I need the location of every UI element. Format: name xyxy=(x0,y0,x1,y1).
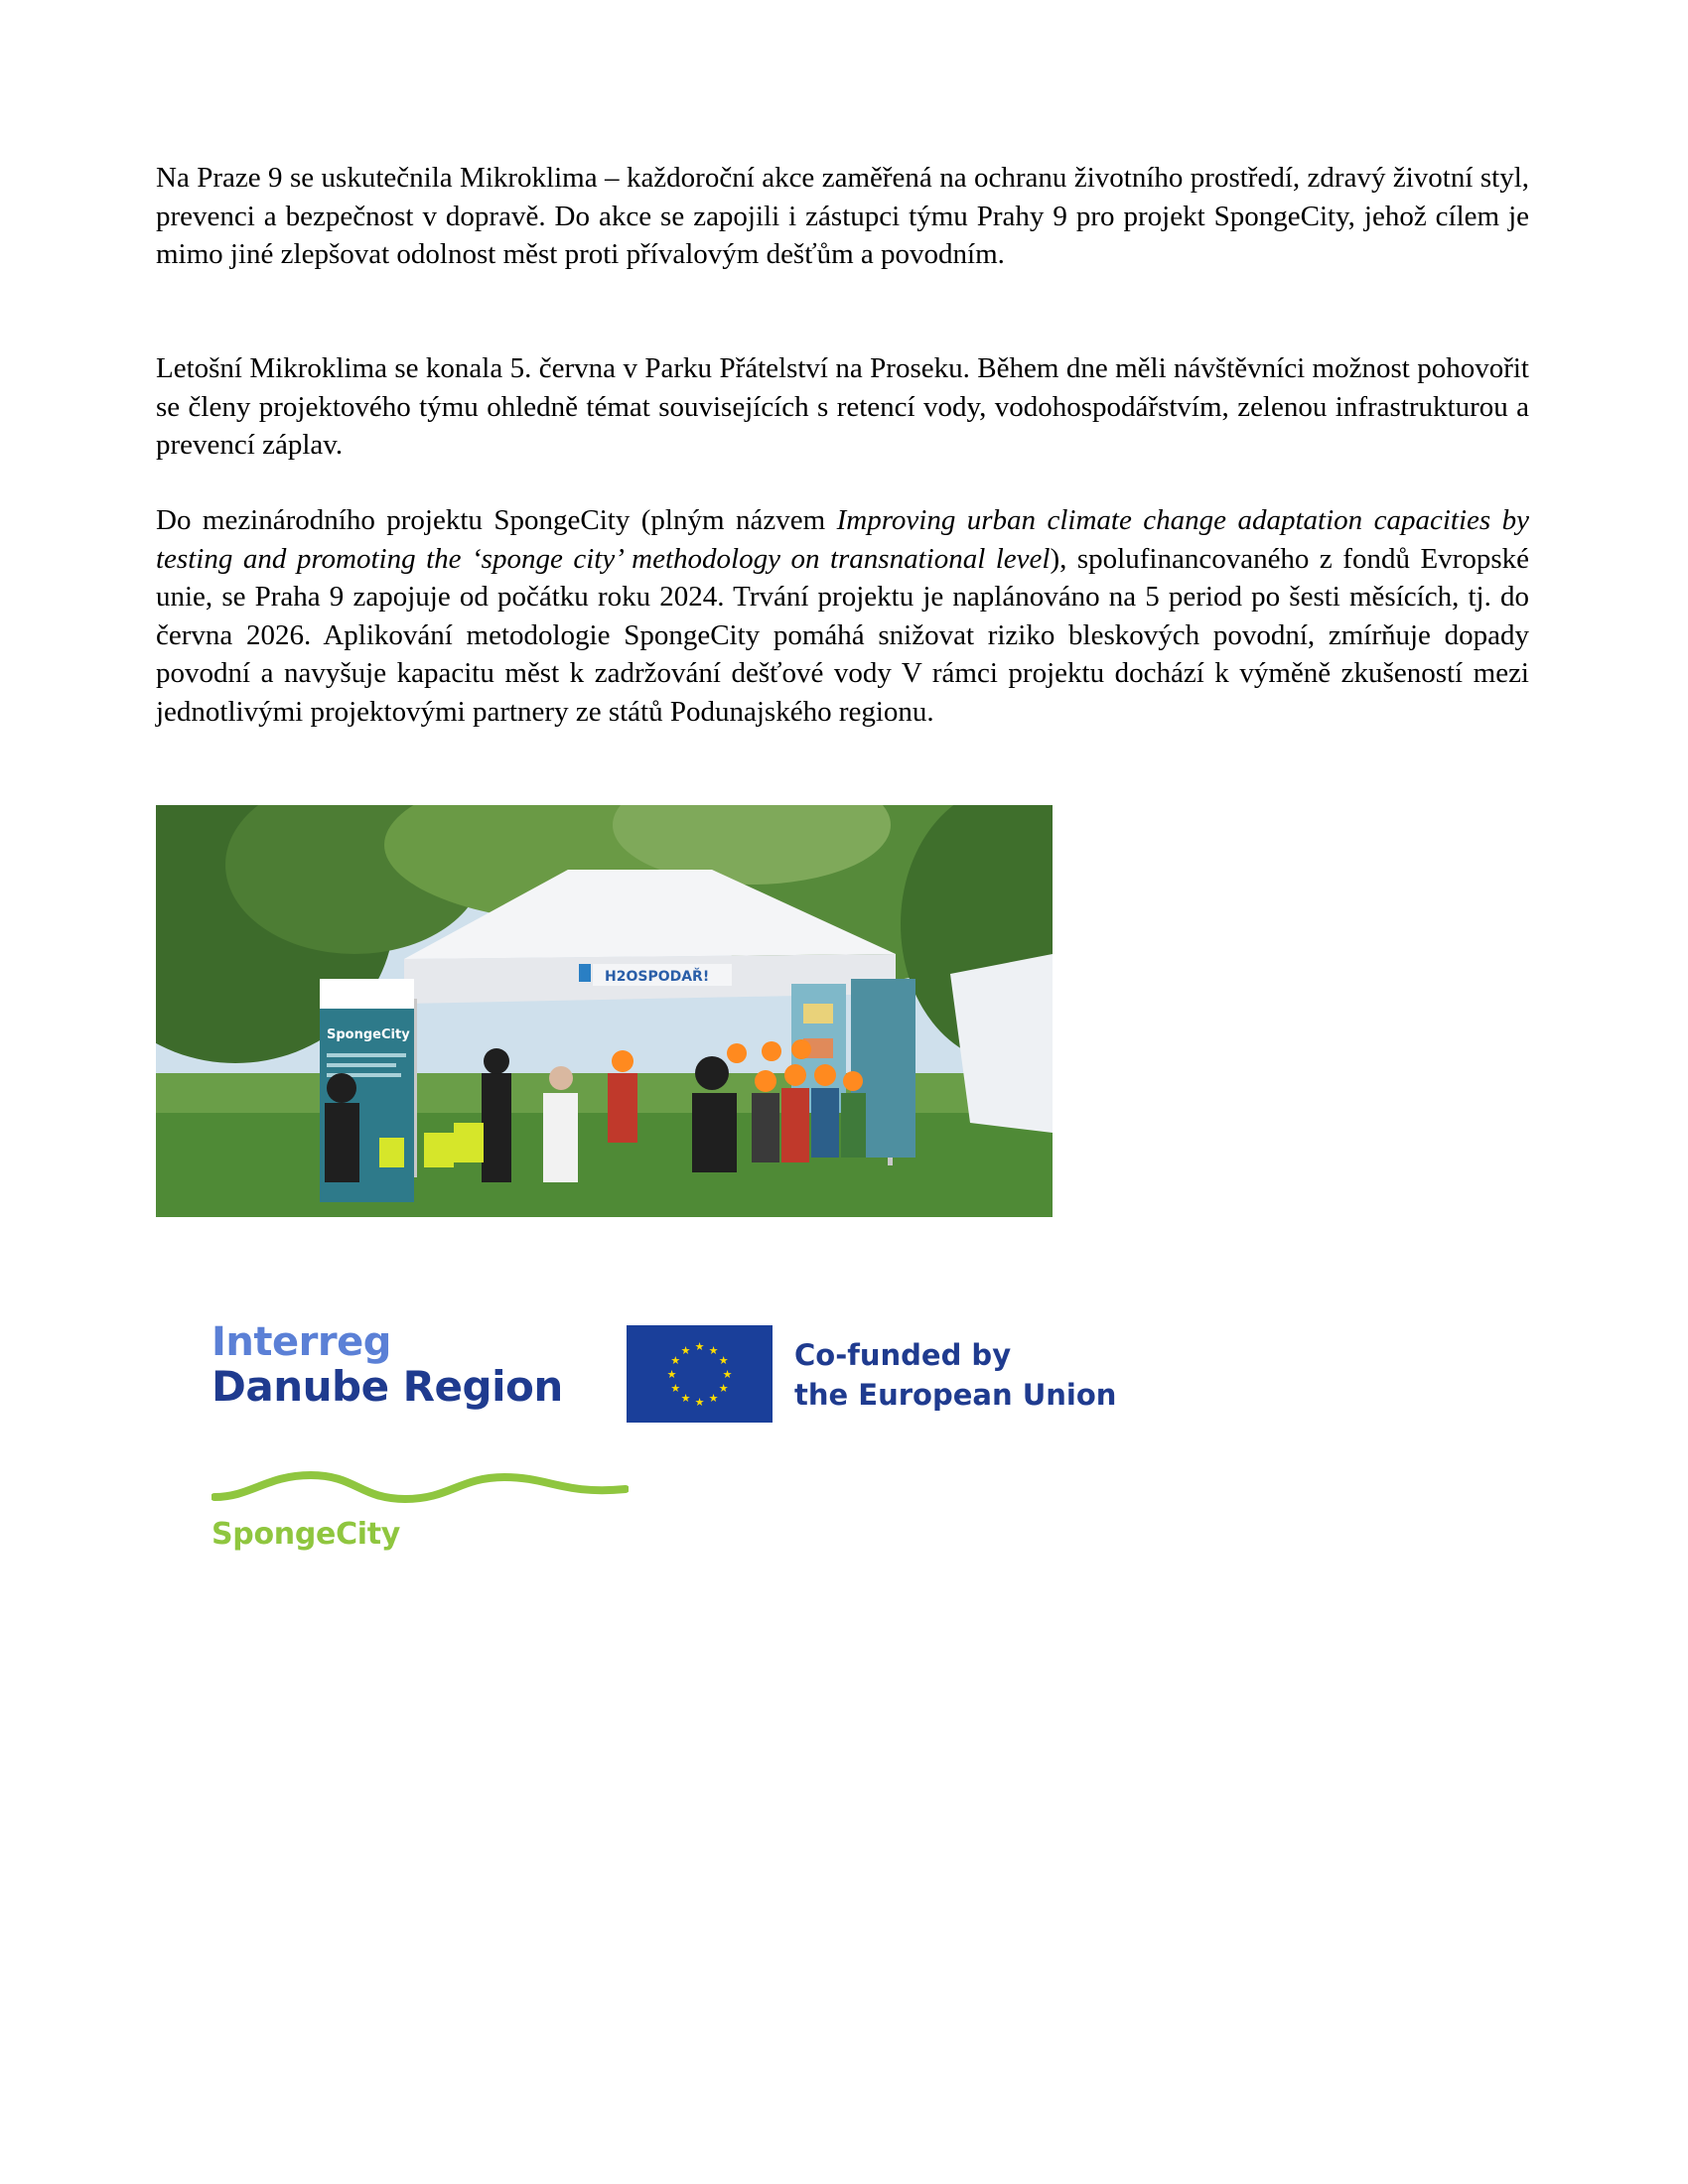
project-full-name: Improving urban climate change adaptation capacities by testing and promoting the ‘sponge city’ methodology on transnational level xyxy=(156,504,1529,575)
eu-flag-icon xyxy=(627,1325,773,1423)
svg-text:★: ★ xyxy=(666,1368,677,1381)
paragraph-event: Letošní Mikroklima se konala 5. června v Parku Přátelství na Proseku. Během dne měli návštěvníci možnost pohovořit se členy projektového týmu ohledně témat souvisejících s retencí vody, vodohospodářstvím, zelenou infrastrukturou a prevencí záplav. xyxy=(156,352,1529,461)
svg-text:★: ★ xyxy=(718,1382,729,1395)
interreg-logo xyxy=(211,1320,563,1410)
paragraph-project-end: ), spolufinancovaného z fondů Evropské unie, se Praha 9 zapojuje od počátku roku 2024. Trvání projektu je naplánováno na 5 period po šesti měsících, tj. do června 2026. Aplikování metodologie SpongeCity pomáhá snižovat riziko bleskových povodní, zmírňuje dopady povodní a navyšuje kapacitu měst k zadržování dešťové vody V rámci projektu dochází k výměně zkušeností mezi jednotlivými projektovými partnery ze států Podunajského regionu. xyxy=(156,542,1529,728)
svg-text:★: ★ xyxy=(680,1392,691,1406)
svg-text:★: ★ xyxy=(680,1343,691,1357)
paragraph-intro: Na Praze 9 se uskutečnila Mikroklima – každoroční akce zaměřená na ochranu životního prostředí, zdravý životní styl, prevenci a bezpečnost v dopravě. Do akce se zapojili i zástupci týmu Prahy 9 pro projekt SpongeCity, jehož cílem je mimo jiné zlepšovat odolnost měst proti přívalovým dešťům a povodním. xyxy=(156,162,1529,270)
svg-text:★: ★ xyxy=(670,1382,681,1395)
tent-banner-text: H2OSPODAŘ! xyxy=(605,969,710,985)
event-photo xyxy=(156,805,1053,1217)
svg-text:★: ★ xyxy=(722,1368,733,1381)
paragraph-project-start: Do mezinárodního projektu SpongeCity (plným názvem xyxy=(156,504,837,536)
svg-text:★: ★ xyxy=(694,1396,705,1409)
eu-text-line1: Co-funded by xyxy=(794,1338,1012,1372)
spongecity-wave-icon xyxy=(211,1467,629,1509)
svg-text:★: ★ xyxy=(670,1354,681,1367)
interreg-logo-line1: Interreg xyxy=(211,1319,391,1365)
interreg-logo-line2: Danube Region xyxy=(211,1362,563,1411)
svg-text:★: ★ xyxy=(718,1354,729,1367)
rollup-banner-text: SpongeCity xyxy=(327,1027,410,1042)
svg-text:★: ★ xyxy=(694,1340,705,1353)
spongecity-logo xyxy=(211,1467,629,1552)
paragraph-project xyxy=(156,501,1529,731)
eu-text-line2: the European Union xyxy=(794,1378,1117,1412)
svg-text:★: ★ xyxy=(708,1343,719,1357)
spongecity-logo-text: SpongeCity xyxy=(211,1517,401,1552)
eu-cofunded-text xyxy=(794,1335,1116,1415)
svg-text:★: ★ xyxy=(708,1392,719,1406)
